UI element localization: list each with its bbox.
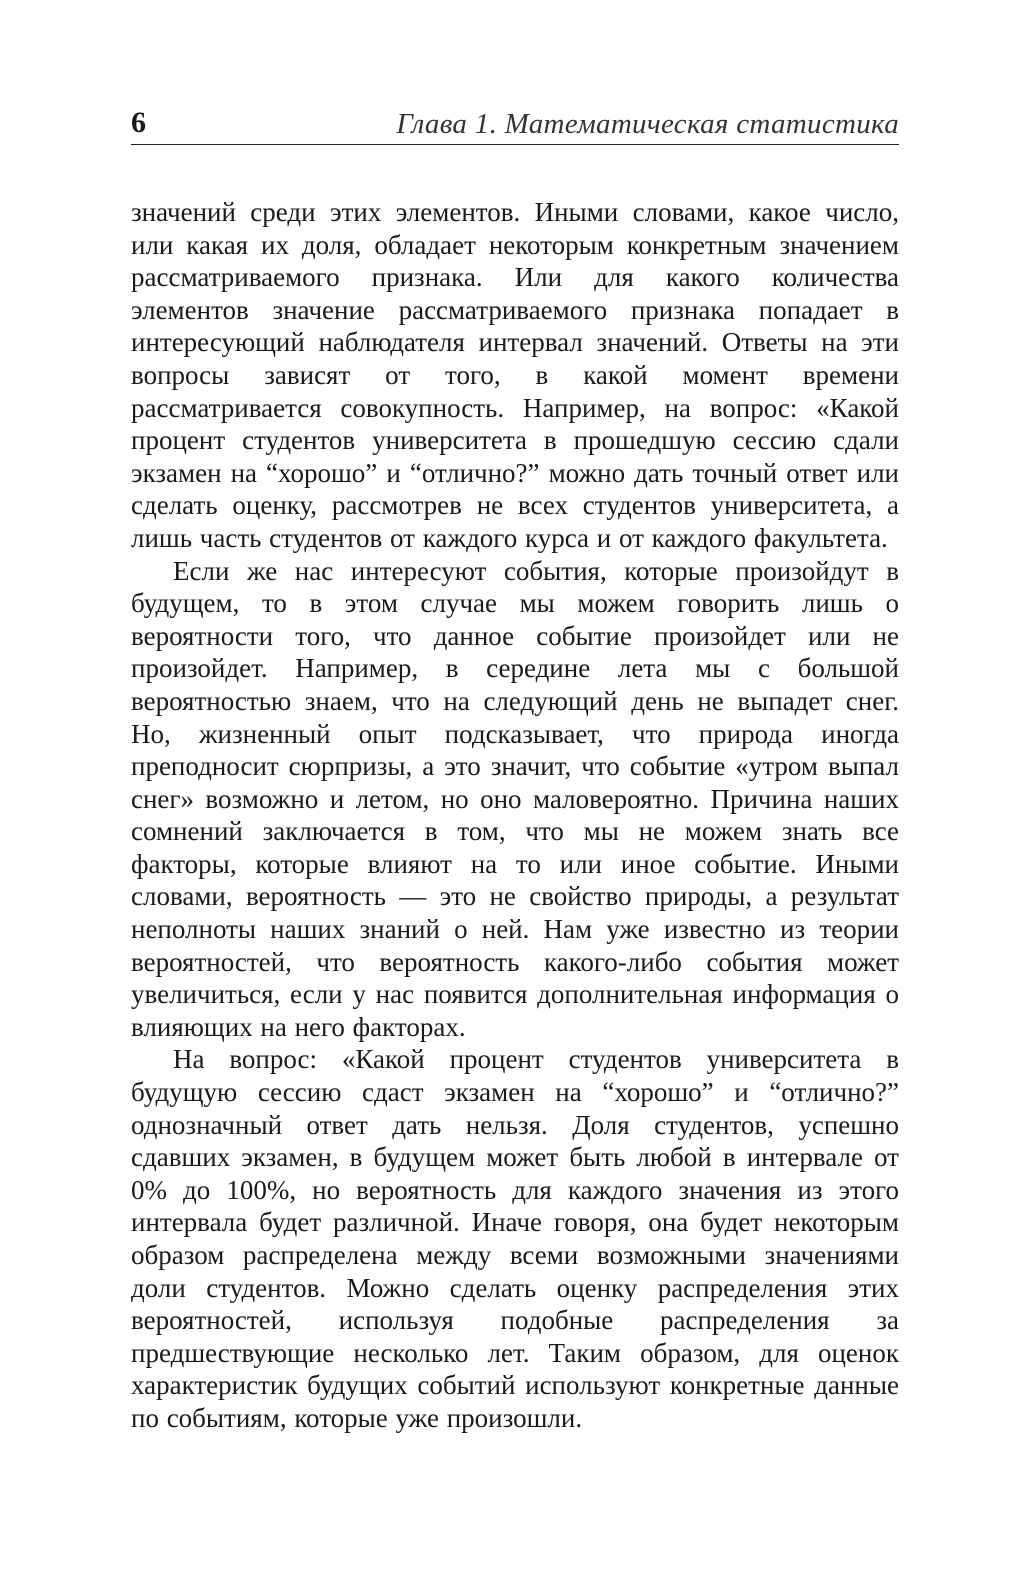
page-number: 6 xyxy=(131,106,146,139)
running-title: Глава 1. Математическая статистика xyxy=(396,108,899,140)
paragraph-3: На вопрос: «Какой процент студентов университета в будущую сессию сдаст экзамен на “хорошо” и “отлично?” однозначный ответ дать нельзя. Доля студентов, успешно сдавших экзамен, в будущем может быть любой в интервале от 0% до 100%, но вероятность для каждого значения из этого интервала будет различной. Иначе говоря, она будет некоторым образом распределена между всеми возможными значениями доли студентов. Можно сделать оценку распределения этих вероятностей, используя подобные распределения за предшествующие несколько лет. Таким образом, для оценок характеристик будущих событий используют конкретные данные по событиям, которые уже произошли. xyxy=(131,1044,899,1433)
paragraph-1: значений среди этих элементов. Иными словами, какое число, или какая их доля, обладает некоторым конкретным значением рассматриваемого признака. Или для какого количества элементов значение рассматриваемого признака попадает в интересующий наблюдателя интервал значений. Ответы на эти вопросы зависят от того, в какой момент времени рассматривается совокупность. Например, на вопрос: «Какой процент студентов университета в прошедшую сессию сдали экзамен на “хорошо” и “отлично?” можно дать точный ответ или сделать оценку, рассмотрев не всех студентов университета, а лишь часть студентов от каждого курса и от каждого факультета. xyxy=(131,197,899,553)
body-text xyxy=(131,196,899,1435)
page-header xyxy=(131,108,899,145)
paragraph-2: Если же нас интересуют события, которые произойдут в будущем, то в этом случае мы можем говорить лишь о вероятности того, что данное событие произойдет или не произойдет. Например, в середине лета мы с большой вероятностью знаем, что на следующий день не выпадет снег. Но, жизненный опыт подсказывает, что природа иногда преподносит сюрпризы, а это значит, что событие «утром выпал снег» возможно и летом, но оно маловероятно. Причина наших сомнений заключается в том, что мы не можем знать все факторы, которые влияют на то или иное событие. Иными словами, вероятность — это не свойство природы, а результат неполноты наших знаний о ней. Нам уже известно из теории вероятностей, что вероятность какого-либо события может увеличиться, если у нас появится дополнительная информация о влияющих на него факторах. xyxy=(131,555,899,1042)
